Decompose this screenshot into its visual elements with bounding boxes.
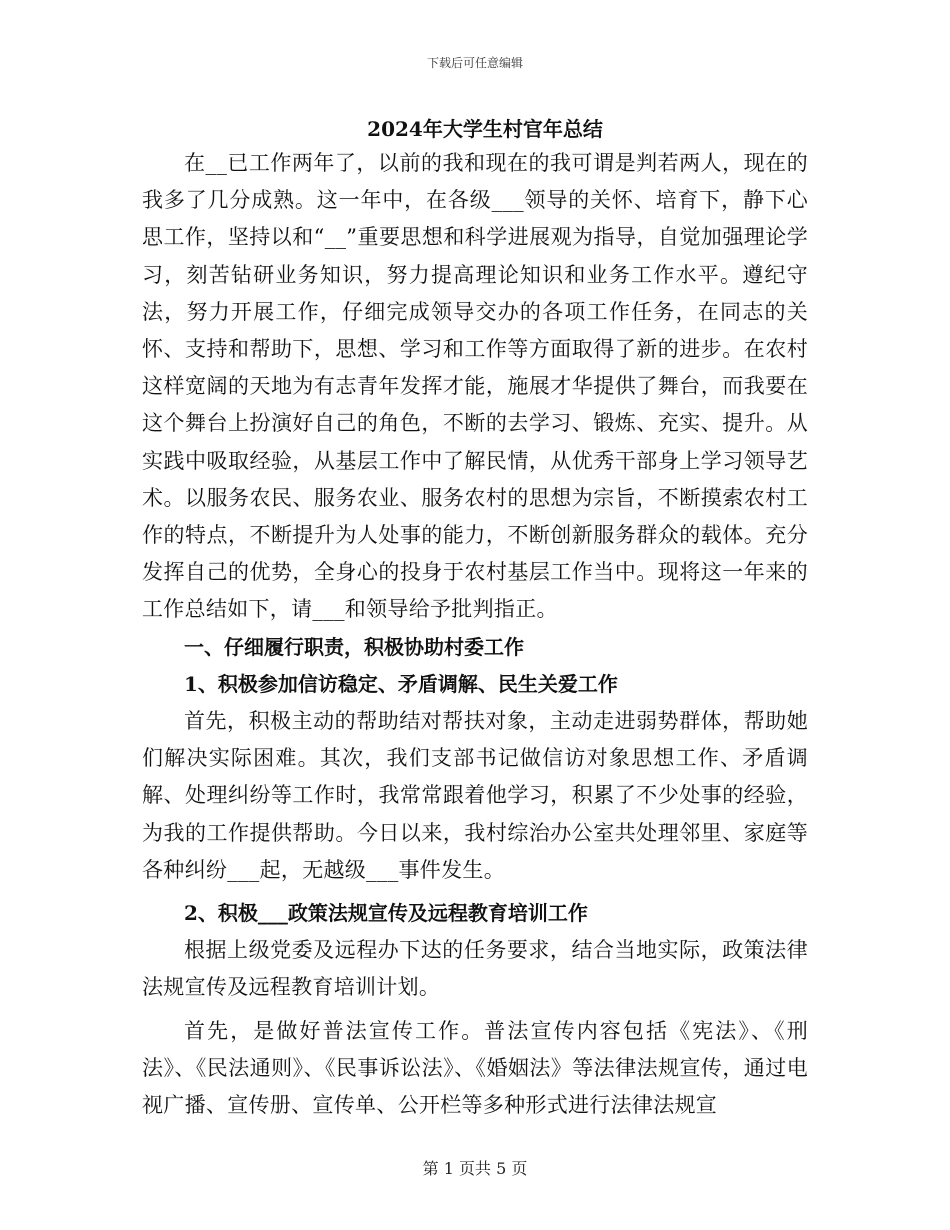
subsection-2-paragraph-1: 根据上级党委及远程办下达的任务要求，结合当地实际，政策法律法规宣传及远程教育培训计划。: [142, 938, 808, 1000]
section-1-heading: 一、仔细履行职责，积极协助村委工作: [184, 634, 524, 659]
document-title: 2024年大学生村官年总结: [367, 117, 603, 141]
document-body: [142, 113, 808, 1124]
page-number-footer: 第 1 页共 5 页: [422, 1159, 528, 1178]
page-header-note: 下载后可任意编辑: [426, 56, 523, 70]
intro-paragraph: 在__已工作两年了，以前的我和现在的我可谓是判若两人，现在的我多了几分成熟。这一年中，在各级___领导的关怀、培育下，静下心思工作，坚持以和“__”重要思想和科学进展观为指导，自觉加强理论学习，刻苦钻研业务知识，努力提高理论知识和业务工作水平。遵纪守法，努力开展工作，仔细完成领导交办的各项工作任务，在同志的关怀、支持和帮助下，思想、学习和工作等方面取得了新的进步。在农村这样宽阔的天地为有志青年发挥才能，施展才华提供了舞台，而我要在这个舞台上扮演好自己的角色，不断的去学习、锻炼、充实、提升。从实践中吸取经验，从基层工作中了解民情，从优秀干部身上学习领导艺术。以服务农民、服务农业、服务农村的思想为宗旨，不断摸索农村工作的特点，不断提升为人处事的能力，不断创新服务群众的载体。充分发挥自己的优势，全身心的投身于农村基层工作当中。现将这一年来的工作总结如下，请___和领导给予批判指正。: [142, 151, 808, 622]
subsection-2-heading: 2、积极___政策法规宣传及远程教育培训工作: [184, 901, 588, 926]
subsection-2-paragraph-2: 首先，是做好普法宣传工作。普法宣传内容包括《宪法》、《刑法》、《民法通则》、《民事诉讼法》、《婚姻法》等法律法规宣传，通过电视广播、宣传册、宣传单、公开栏等多种形式进行法律法规宣: [142, 1018, 808, 1118]
subsection-1-paragraph: 首先，积极主动的帮助结对帮扶对象，主动走进弱势群体，帮助她们解决实际困难。其次，我们支部书记做信访对象思想工作、矛盾调解、处理纠纷等工作时，我常常跟着他学习，积累了不少处事的经验，为我的工作提供帮助。今日以来，我村综治办公室共处理邻里、家庭等各种纠纷___起，无越级___事件发生。: [142, 709, 808, 882]
subsection-1-heading: 1、积极参加信访稳定、矛盾调解、民生关爱工作: [184, 671, 618, 696]
